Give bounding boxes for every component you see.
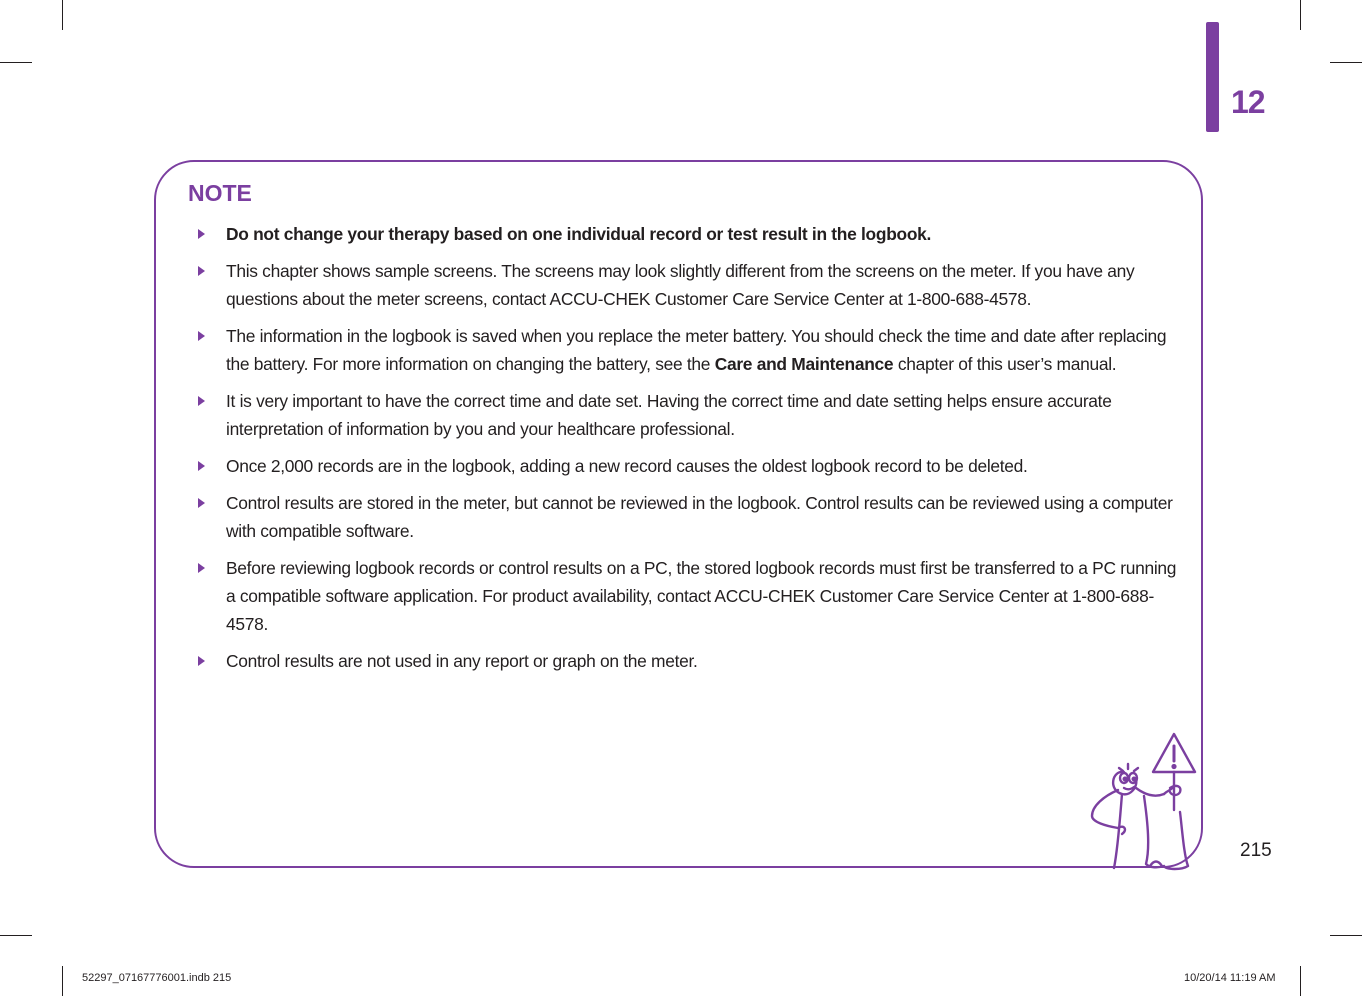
note-item-text: Before reviewing logbook records or control results on a PC, the stored logbook records must first be transferred to a PC running a compatible software application. For product availability, contact ACCU-CHEK Customer Care Service Center at 1-800-688-4578. [226, 558, 1177, 634]
triangle-bullet-icon [198, 656, 205, 666]
crop-mark [1300, 0, 1301, 30]
note-item-text: chapter of this user’s manual. [893, 354, 1117, 374]
crop-mark [62, 0, 63, 30]
print-slug-file: 52297_07167776001.indb 215 [82, 972, 232, 984]
chapter-reference: Care and Maintenance [714, 354, 894, 374]
crop-mark [1300, 966, 1301, 996]
note-item-text: Control results are stored in the meter, but cannot be reviewed in the logbook. Control results can be reviewed using a computer with compatible software. [226, 493, 1173, 541]
note-item-text: It is very important to have the correct time and date set. Having the correct time and date setting helps ensure accurate interpretation of information by you and your healthcare professional. [226, 391, 1112, 439]
triangle-bullet-icon [198, 396, 205, 406]
note-item [198, 322, 1188, 378]
triangle-bullet-icon [198, 229, 205, 239]
triangle-bullet-icon [198, 266, 205, 276]
triangle-bullet-icon [198, 498, 205, 508]
warning-mascot-icon [1084, 728, 1202, 872]
page-number: 215 [1240, 840, 1272, 861]
chapter-tab-bar [1206, 22, 1219, 132]
note-item [198, 387, 1188, 443]
note-item [198, 452, 1188, 480]
note-item-text: Once 2,000 records are in the logbook, adding a new record causes the oldest logbook record to be deleted. [226, 456, 1028, 476]
note-item [198, 554, 1188, 638]
note-item-text: Do not change your therapy based on one individual record or test result in the logbook. [226, 224, 932, 244]
triangle-bullet-icon [198, 331, 205, 341]
print-slug-datetime: 10/20/14 11:19 AM [1184, 972, 1276, 984]
note-title: NOTE [188, 180, 252, 206]
crop-mark [1330, 935, 1362, 936]
triangle-bullet-icon [198, 461, 205, 471]
note-item [198, 220, 1188, 248]
crop-mark [0, 935, 32, 936]
crop-mark [0, 62, 32, 63]
note-item [198, 489, 1188, 545]
note-item [198, 647, 1188, 675]
crop-mark [1330, 62, 1362, 63]
crop-mark [62, 966, 63, 996]
note-list [198, 220, 1188, 684]
note-item [198, 257, 1188, 313]
note-item-text: This chapter shows sample screens. The screens may look slightly different from the screens on the meter. If you have any questions about the meter screens, contact ACCU-CHEK Customer Care Service Center at 1-800-688-4578. [226, 261, 1135, 309]
chapter-number: 12 [1231, 84, 1265, 120]
note-item-text: The information in the logbook is saved when you replace the meter battery. You should check the time and date after replacing the battery. For more information on changing the battery, see the [226, 326, 1167, 374]
triangle-bullet-icon [198, 563, 205, 573]
note-item-text: Control results are not used in any report or graph on the meter. [226, 651, 698, 671]
